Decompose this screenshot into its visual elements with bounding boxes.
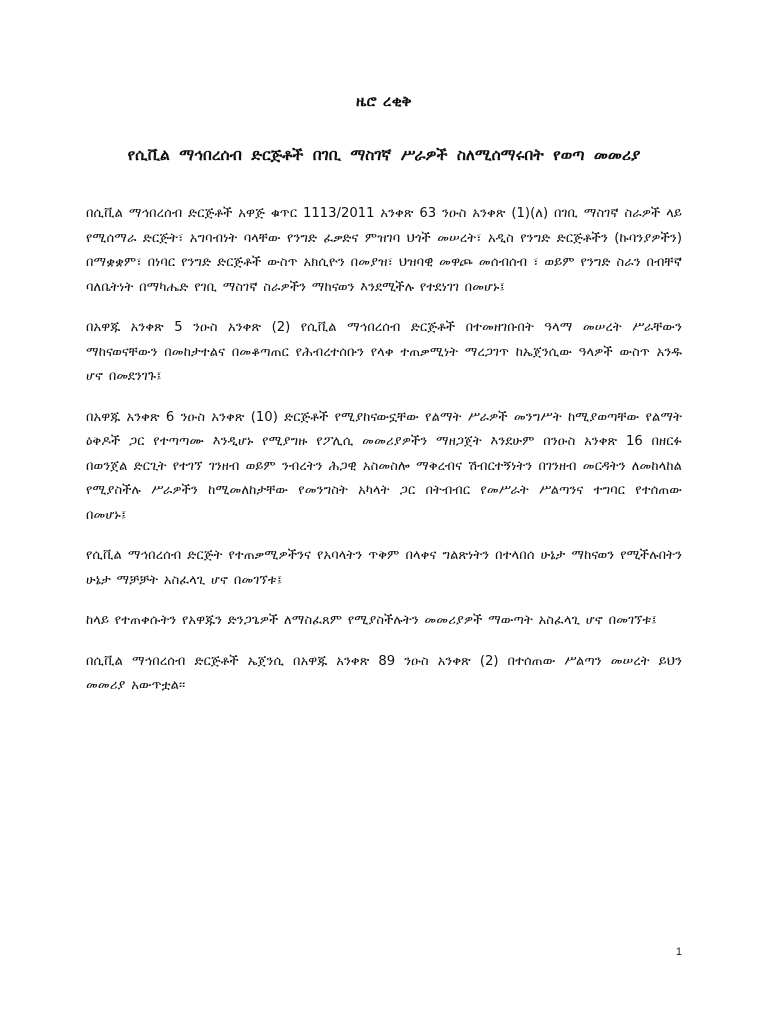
paragraph: በሲቪል ማኅበረሰብ ድርጅቶች አዋጅ ቁጥር 1113/2011 አንቀጽ 63 ንዑስ አንቀጽ (1)(ለ) በገቢ ማስገኛ ስራዎች ላይ የሚሰማራ ድርጅት፣ አግባብነት ባላቸው የንግድ ፈቃድና ምዝገባ ህጎች መሠረት፣ አዲስ የንግድ ድርጅቶችን (ኩባንያዎችን) በማቋቋም፣ በነባር የንግድ ድርጅቶች ውስጥ አክሲዮን በመያዝ፣ ህዝባዊ መዋጮ መሰብሰብ ፣ ወይም የንግድ ስራን በብቸኛ ባለቤትነት በማካሔድ የገቢ ማስገኛ ስራዎችን ማከናወን እንደሚችሉ የተደነገገ በመሆኑ፤ xyxy=(86,206,682,295)
paragraph: በአዋጁ አንቀጽ 5 ንዑስ አንቀጽ (2) የሲቪል ማኅበረሰብ ድርጅቶች በተመዘገቡበት ዓላማ መሠረት ሥራቸውን ማከናወናቸውን በመከታተልና በመቆጣጠር የሕብረተሰቡን የላቀ ተጠቃሚነት ማረጋገጥ ከኤጀንሲው ዓላዎች ውስጥ አንዱ ሆኖ በመደንገጉ፤ xyxy=(86,320,682,384)
paragraph: በአዋጁ አንቀጽ 6 ንዑስ አንቀጽ (10) ድርጅቶች የሚያከናውኗቸው የልማት ሥራዎች መንግሥት ከሚያወጣቸው የልማት ዕቅዶች ጋር የተጣጣሙ እንዲሆኑ የሚያግዙ የፖሊሲ መመሪያዎችን ማዘጋጀት እንደሁም በንዑስ አንቀጽ 16 በዘርፉ በወንጀል ድርጊት የተገኘ ገንዘብ ወይም ንብረትን ሕጋዊ አስመስሎ ማቅረብና ሽብርተኝነትን በገንዘብ መርዳትን ለመከላከል የሚያስችሉ ሥራዎችን ከሚመለከታቸው የመንግስት አካላት ጋር በትብብር የመሥራት ሥልጣንና ተግባር የተሰጠው በመሆኑ፤ xyxy=(86,409,682,523)
page-number: 1 xyxy=(675,946,682,958)
document-title: የሲቪል ማኅበረሰብ ድርጅቶች በገቢ ማስገኛ ሥራዎች ስለሚሰማሩበት የወጣ መመሪያ xyxy=(127,146,641,164)
document-heading: ዜሮ ረቂቅ xyxy=(355,92,413,110)
paragraph: በሲቪል ማኅበረሰብ ድርጅቶች ኤጀንሲ በአዋጁ አንቀጽ 89 ንዑስ አንቀጽ (2) በተሰጠው ሥልጣን መሠረት ይህን መመሪያ አውጥቷል፡፡ xyxy=(86,653,682,693)
document-body xyxy=(86,202,682,715)
paragraph: ከላይ የተጠቀሱትን የአዋጁን ድንጋጌዎች ለማስፈጸም የሚያስችሉትን መመሪያዎች ማውጣት አስፈላጊ ሆኖ በመገኘቱ፤ xyxy=(86,613,657,628)
paragraph: የሲቪል ማኅበረሰብ ድርጅት የተጠቃሚዎችንና የአባላትን ጥቅም በላቀና ግልጽነትን በተላበሰ ሁኔታ ማከናወን የሚችሉበትን ሁኔታ ማቻቻት አስፈላጊ ሆኖ በመገኘቱ፤ xyxy=(86,548,682,588)
